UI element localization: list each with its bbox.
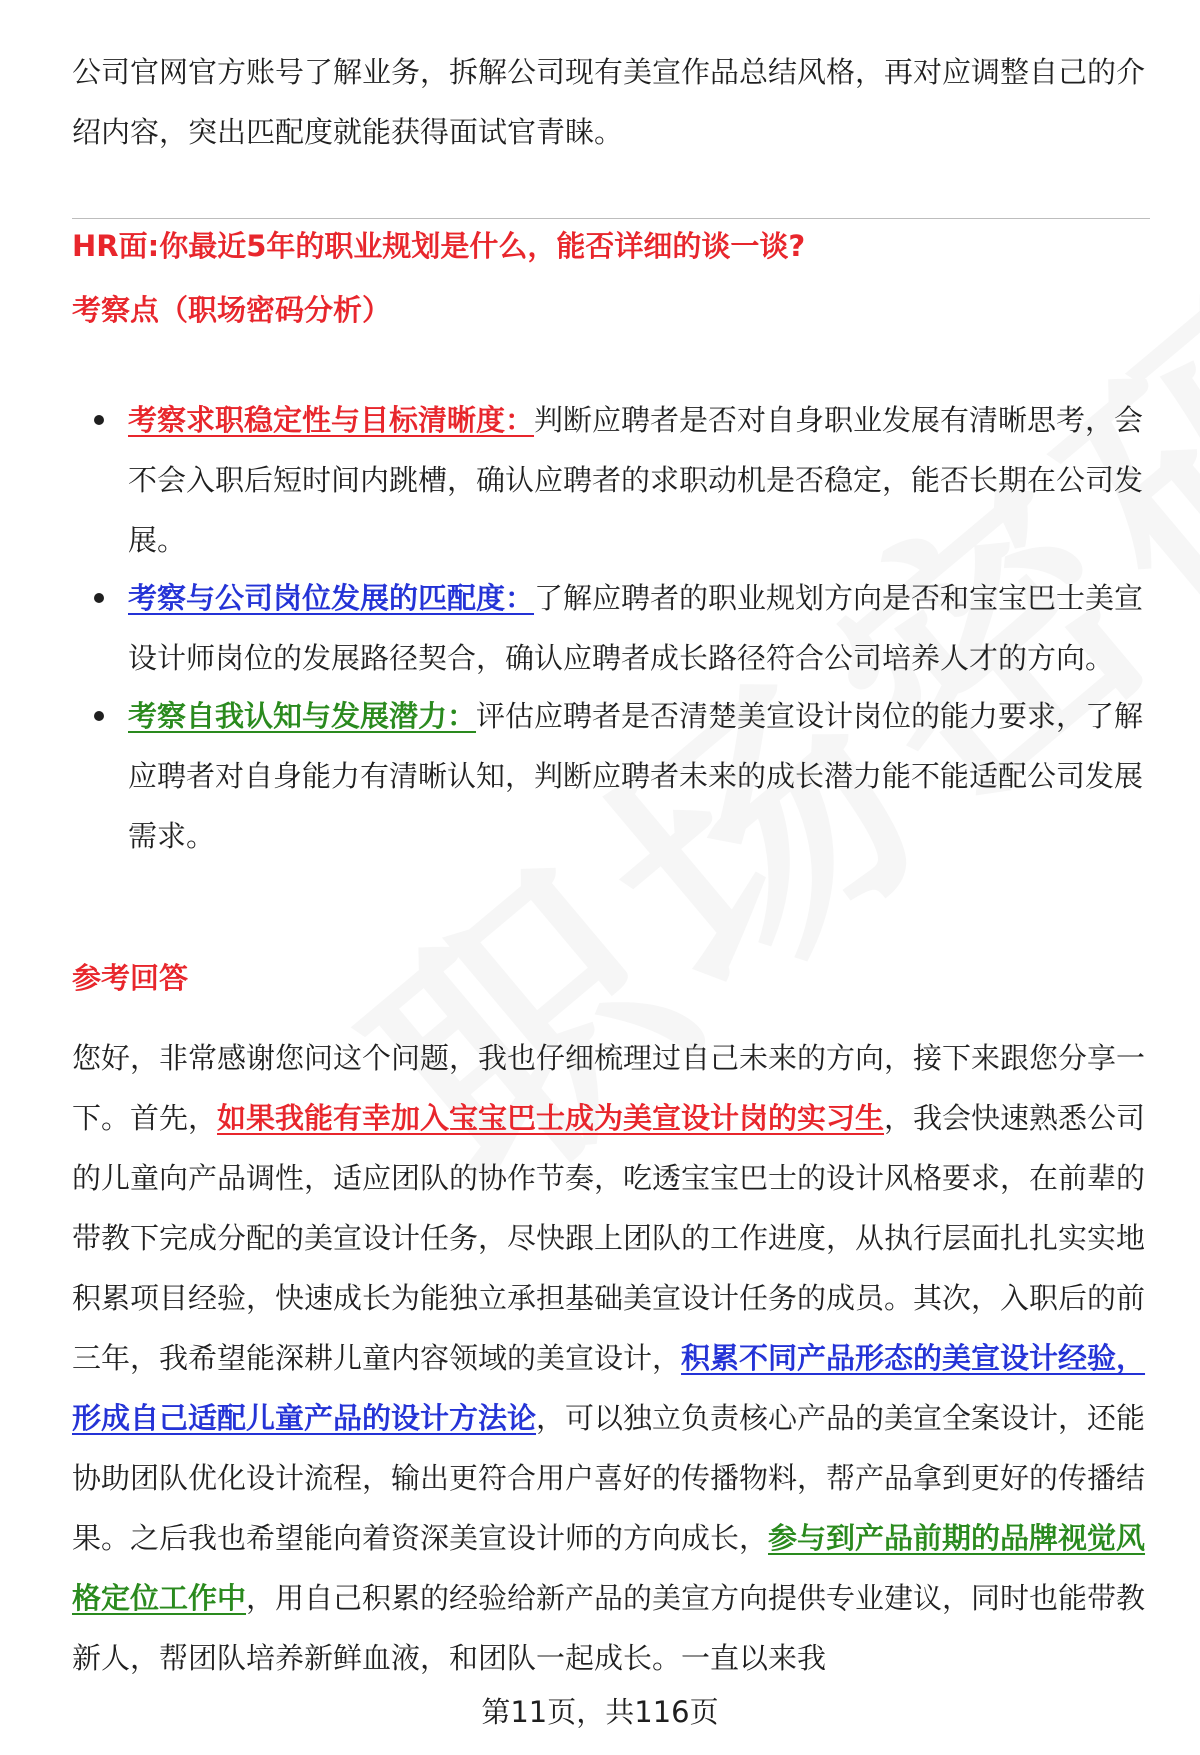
answer-text: 您好，非常感谢您问这个问题，我也仔细梳理过自己未来的方向，接下来跟您分享一下。首先， bbox=[72, 1041, 1146, 1135]
answer-heading: 参考回答 bbox=[72, 961, 189, 995]
bullet-dot-icon bbox=[94, 593, 104, 603]
bullet-dot-icon bbox=[94, 711, 104, 721]
analysis-item-keyword: 考察求职稳定性与目标清晰度： bbox=[128, 403, 535, 437]
analysis-item-text: 判断应聘者是否对自身职业发展有清晰思考，会不会入职后短时间内跳槽，确认应聘者的求职动机是否稳定，能否长期在公司发展。 bbox=[128, 403, 1144, 557]
question-heading: HR面:你最近5年的职业规划是什么，能否详细的谈一谈? bbox=[72, 229, 806, 263]
answer-text: ，可以独立负责核心产品的美宣全案设计，还能协助团队优化设计流程，输出更符合用户喜好的传播物料，帮产品拿到更好的传播结果。之后我也希望能向着资深美宣设计师的方向成长， bbox=[72, 1401, 1146, 1555]
page-number: 第11页，共116页 bbox=[481, 1695, 719, 1729]
answer-text: ，用自己积累的经验给新产品的美宣方向提供专业建议，同时也能带教新人，帮团队培养新鲜血液，和团队一起成长。一直以来我 bbox=[72, 1581, 1146, 1675]
answer-highlight: 参与到产品前期的品牌视觉风格定位工作中 bbox=[72, 1521, 1146, 1615]
bullet-dot-icon bbox=[94, 415, 104, 425]
analysis-item bbox=[72, 390, 1148, 570]
analysis-item-text: 评估应聘者是否清楚美宣设计岗位的能力要求，了解应聘者对自身能力有清晰认知，判断应聘者未来的成长潜力能不能适配公司发展需求。 bbox=[128, 699, 1144, 853]
answer-paragraph bbox=[72, 1028, 1148, 1688]
answer-highlight: 如果我能有幸加入宝宝巴士成为美宣设计岗的实习生 bbox=[217, 1101, 885, 1135]
analysis-heading: 考察点（职场密码分析） bbox=[72, 293, 392, 327]
analysis-item-text: 了解应聘者的职业规划方向是否和宝宝巴士美宣设计师岗位的发展路径契合，确认应聘者成长路径符合公司培养人才的方向。 bbox=[128, 581, 1144, 675]
analysis-item-keyword: 考察自我认知与发展潜力： bbox=[128, 699, 477, 733]
analysis-item bbox=[72, 568, 1148, 688]
analysis-item-keyword: 考察与公司岗位发展的匹配度： bbox=[128, 581, 535, 615]
answer-text: ，我会快速熟悉公司的儿童向产品调性，适应团队的协作节奏，吃透宝宝巴士的设计风格要求，在前辈的带教下完成分配的美宣设计任务，尽快跟上团队的工作进度，从执行层面扎扎实实地积累项目经验，快速成长为能独立承担基础美宣设计任务的成员。其次，入职后的前三年，我希望能深耕儿童内容领域的美宣设计， bbox=[72, 1101, 1146, 1375]
intro-paragraph: 公司官网官方账号了解业务，拆解公司现有美宣作品总结风格，再对应调整自己的介绍内容，突出匹配度就能获得面试官青睐。 bbox=[72, 55, 1146, 149]
section-divider bbox=[72, 218, 1150, 219]
analysis-item bbox=[72, 686, 1148, 866]
analysis-list bbox=[72, 390, 1148, 866]
answer-highlight: 积累不同产品形态的美宣设计经验，形成自己适配儿童产品的设计方法论 bbox=[72, 1341, 1146, 1435]
